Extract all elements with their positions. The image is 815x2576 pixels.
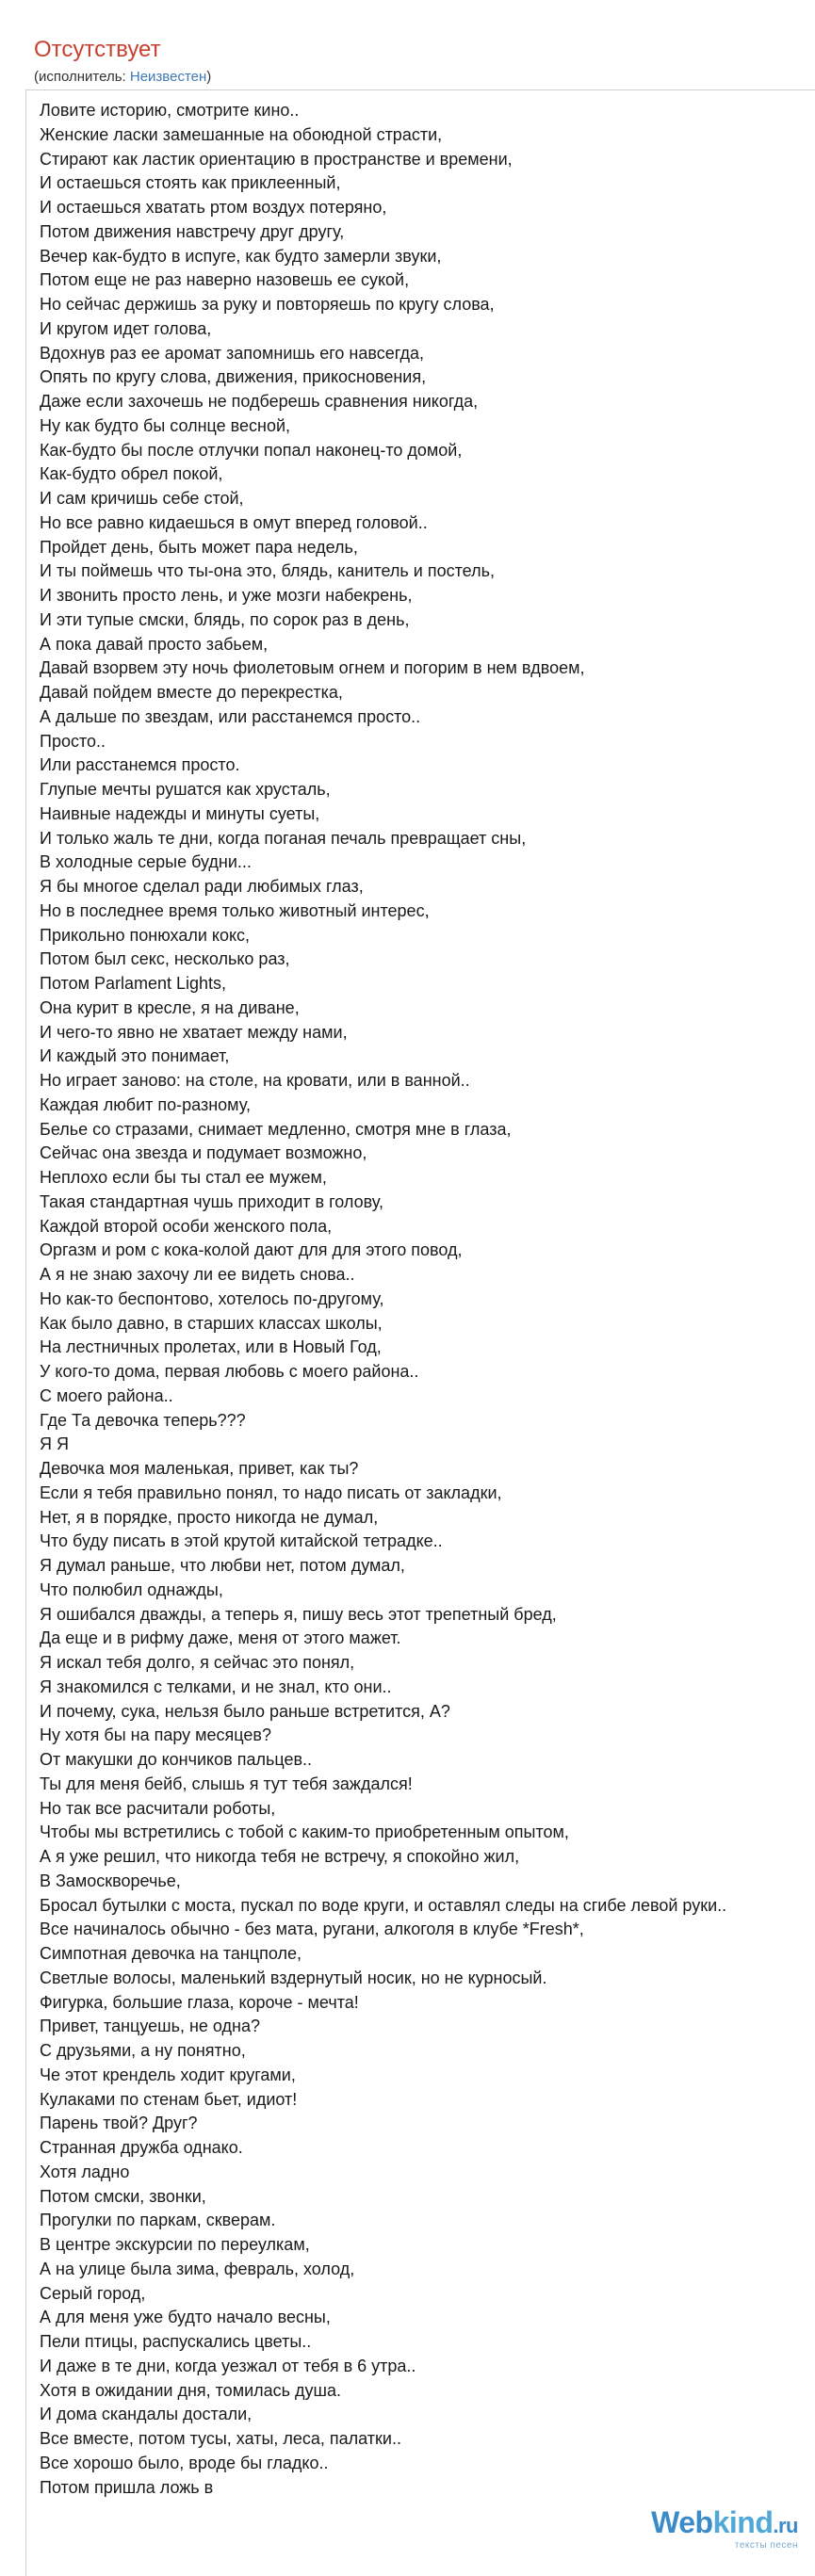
lyrics-line: Давай взорвем эту ночь фиолетовым огнем и погорим в нем вдвоем, bbox=[40, 658, 585, 678]
lyrics-line: Фигурка, большие глаза, короче - мечта! bbox=[40, 1992, 359, 2012]
lyrics-line: Вдохнув раз ее аромат запомнишь его навсегда, bbox=[40, 343, 424, 363]
lyrics-line: Че этот крендель ходит кругами, bbox=[40, 2065, 296, 2084]
lyrics-line: А на улице была зима, февраль, холод, bbox=[40, 2259, 355, 2278]
lyrics-line: И остаешься хватать ртом воздух потеряно, bbox=[40, 198, 387, 217]
lyrics-line: Все хорошо было, вроде бы гладко.. bbox=[40, 2453, 329, 2472]
lyrics-line: И каждый это понимает, bbox=[40, 1046, 230, 1066]
lyrics-line: Но так все расчитали роботы, bbox=[40, 1798, 276, 1818]
lyrics-line: Если я тебя правильно понял, то надо писать от закладки, bbox=[40, 1482, 502, 1502]
lyrics-line: Что буду писать в этой крутой китайской тетрадке.. bbox=[40, 1531, 443, 1551]
lyrics-line: Даже если захочешь не подберешь сравнения никогда, bbox=[40, 392, 479, 411]
lyrics-line: Но как-то беспонтово, хотелось по-другому, bbox=[40, 1288, 384, 1308]
artist-suffix: ) bbox=[206, 69, 212, 85]
lyrics-line: Нет, я в порядке, просто никогда не думал, bbox=[40, 1507, 379, 1527]
lyrics-line: Потом еще не раз наверно назовешь ее сукой, bbox=[40, 270, 410, 290]
lyrics-line: У кого-то дома, первая любовь с моего района.. bbox=[40, 1362, 419, 1381]
site-logo[interactable] bbox=[651, 2506, 798, 2551]
lyrics-line: Потом смски, звонки, bbox=[40, 2186, 206, 2206]
lyrics-line: А для меня уже будто начало весны, bbox=[40, 2308, 331, 2327]
lyrics-line: Ты для меня бейб, слышь я тут тебя заждался! bbox=[40, 1774, 413, 1793]
lyrics-line: Опять по кругу слова, движения, прикосновения, bbox=[40, 367, 427, 387]
lyrics-line: Каждая любит по-разному, bbox=[40, 1094, 251, 1114]
lyrics-line: Да еще и в рифму даже, меня от этого мажет. bbox=[40, 1628, 401, 1648]
lyrics-line: И эти тупые смски, блядь, по сорок раз в день, bbox=[40, 609, 410, 629]
lyrics-line: В центре экскурсии по переулкам, bbox=[40, 2235, 310, 2254]
lyrics-line: С друзьями, а ну понятно, bbox=[40, 2041, 246, 2060]
song-header bbox=[34, 36, 211, 87]
lyrics-line: Прикольно понюхали кокс, bbox=[40, 925, 251, 945]
lyrics-line: Глупые мечты рушатся как хрусталь, bbox=[40, 780, 331, 799]
lyrics-line: Пройдет день, быть может пара недель, bbox=[40, 537, 358, 557]
lyrics-line: Белье со стразами, снимает медленно, смотря мне в глаза, bbox=[40, 1119, 512, 1139]
lyrics-line: Где Та девочка теперь??? bbox=[40, 1410, 246, 1430]
lyrics-line: Но играет заново: на столе, на кровати, или в ванной.. bbox=[40, 1071, 470, 1090]
lyrics-line: Парень твой? Друг? bbox=[40, 2114, 198, 2133]
lyrics-line: На лестничных пролетах, или в Новый Год, bbox=[40, 1337, 382, 1357]
lyrics-line: Я Я bbox=[40, 1434, 69, 1454]
lyrics-line: В Замоскворечье, bbox=[40, 1871, 181, 1890]
lyrics-line: А я не знаю захочу ли ее видеть снова.. bbox=[40, 1265, 355, 1284]
lyrics-line: Каждой второй особи женского пола, bbox=[40, 1216, 333, 1236]
lyrics-line: Как-будто обрел покой, bbox=[40, 464, 223, 484]
lyrics-line: Хотя в ожидании дня, томилась душа. bbox=[40, 2380, 341, 2400]
lyrics-line: Бросал бутылки с моста, пускал по воде круги, и оставлял следы на сгибе левой руки.. bbox=[40, 1895, 727, 1915]
lyrics-line: Потом Parlament Lights, bbox=[40, 974, 227, 993]
lyrics-line: Или расстанемся просто. bbox=[40, 755, 240, 775]
lyrics-line: И остаешься стоять как приклеенный, bbox=[40, 173, 341, 193]
lyrics-line: Но в последнее время только животный интерес, bbox=[40, 900, 430, 920]
lyrics-line: Давай пойдем вместе до перекрестка, bbox=[40, 683, 343, 702]
lyrics-line: Я бы многое сделал ради любимых глаз, bbox=[40, 877, 364, 896]
lyrics-line: Симпотная девочка на танцполе, bbox=[40, 1944, 302, 1963]
lyrics-line: Потом пришла ложь в bbox=[40, 2477, 214, 2497]
site-logo-wordmark: Webkind.ru bbox=[651, 2505, 798, 2539]
lyrics-line: Как было давно, в старших классах школы, bbox=[40, 1313, 383, 1333]
lyrics-line: А дальше по звездам, или расстанемся просто.. bbox=[40, 706, 421, 726]
lyrics-line: И дома скандалы достали, bbox=[40, 2405, 253, 2424]
lyrics-line: Привет, танцуешь, не одна? bbox=[40, 2017, 260, 2036]
lyrics-line: Я думал раньше, что любви нет, потом думал, bbox=[40, 1556, 405, 1575]
lyrics-line: И чего-то явно не хватает между нами, bbox=[40, 1022, 348, 1042]
lyrics-line: Стирают как ластик ориентацию в пространстве и времени, bbox=[40, 149, 513, 169]
lyrics-line: С моего района.. bbox=[40, 1385, 173, 1405]
lyrics-line: Неплохо если бы ты стал ее мужем, bbox=[40, 1168, 327, 1187]
lyrics-line: Но все равно кидаешься в омут вперед головой.. bbox=[40, 512, 428, 532]
lyrics-line: А я уже решил, что никогда тебя не встречу, я спокойно жил, bbox=[40, 1847, 520, 1866]
lyrics-line: Оргазм и ром с кока-колой дают для для этого повод, bbox=[40, 1240, 463, 1260]
artist-line bbox=[34, 68, 211, 87]
lyrics-line: Что полюбил однажды, bbox=[40, 1580, 223, 1599]
lyrics-line: В холодные серые будни... bbox=[40, 852, 252, 872]
lyrics-line: Потом был секс, несколько раз, bbox=[40, 949, 290, 969]
lyrics-line: И кругом идет голова, bbox=[40, 318, 212, 338]
lyrics-line: От макушки до кончиков пальцев.. bbox=[40, 1750, 313, 1769]
lyrics-line: Сейчас она звезда и подумает возможно, bbox=[40, 1143, 367, 1163]
lyrics-line: Светлые волосы, маленький вздернутый носик, но не курносый. bbox=[40, 1968, 547, 1987]
song-title: Отсутствует bbox=[34, 37, 161, 62]
lyrics-container bbox=[25, 89, 815, 2576]
lyrics-line: И только жаль те дни, когда поганая печаль превращает сны, bbox=[40, 828, 527, 848]
lyrics-line: Такая стандартная чушь приходит в голову, bbox=[40, 1191, 383, 1211]
lyrics-line: Чтобы мы встретились с тобой с каким-то приобретенным опытом, bbox=[40, 1823, 569, 1842]
site-logo-tagline: тексты песен bbox=[734, 2540, 798, 2551]
lyrics-line: И сам кричишь себе стой, bbox=[40, 489, 244, 508]
lyrics-line: Я ошибался дважды, а теперь я, пишу весь этот трепетный бред, bbox=[40, 1604, 557, 1624]
lyrics-line: Женские ласки замешанные на обоюдной страсти, bbox=[40, 124, 443, 144]
lyrics-line: Я знакомился с телками, и не знал, кто они.. bbox=[40, 1677, 392, 1696]
lyrics-line: А пока давай просто забьем, bbox=[40, 634, 269, 654]
lyrics-line: Девочка моя маленькая, привет, как ты? bbox=[40, 1459, 359, 1478]
lyrics-line: Кулаками по стенам бьет, идиот! bbox=[40, 2089, 298, 2109]
lyrics-line: И звонить просто лень, и уже мозги набекрень, bbox=[40, 586, 413, 605]
lyrics-line: Вечер как-будто в испуге, как будто замерли звуки, bbox=[40, 246, 442, 266]
lyrics-line: Наивные надежды и минуты суеты, bbox=[40, 803, 320, 823]
lyrics-line: Пели птицы, распускались цветы.. bbox=[40, 2332, 312, 2351]
lyrics-line: Но сейчас держишь за руку и повторяешь по кругу слова, bbox=[40, 295, 495, 314]
lyrics-line: Как-будто бы после отлучки попал наконец-то домой, bbox=[40, 440, 463, 460]
lyrics-line: И ты поймешь что ты-она это, блядь, канитель и постель, bbox=[40, 561, 495, 581]
lyrics-line: Ну хотя бы на пару месяцев? bbox=[40, 1725, 271, 1745]
lyrics-line: Потом движения навстречу друг другу, bbox=[40, 221, 345, 241]
lyrics-line: Ну как будто бы солнце весной, bbox=[40, 415, 291, 435]
lyrics-line: Хотя ладно bbox=[40, 2162, 130, 2181]
lyrics-line: Просто.. bbox=[40, 731, 106, 751]
lyrics-line: Я искал тебя долго, я сейчас это понял, bbox=[40, 1653, 355, 1672]
lyrics-line: Она курит в кресле, я на диване, bbox=[40, 997, 300, 1017]
lyrics-line: Странная дружба однако. bbox=[40, 2138, 243, 2157]
artist-link[interactable]: Неизвестен bbox=[129, 69, 207, 85]
lyrics-line: И почему, сука, нельзя было раньше встретится, А? bbox=[40, 1701, 450, 1721]
lyrics-line: Прогулки по паркам, скверам. bbox=[40, 2211, 276, 2230]
lyrics-line: Серый город, bbox=[40, 2283, 146, 2303]
lyrics-line: Все начиналось обычно - без мата, ругани, алкоголя в клубе *Fresh*, bbox=[40, 1920, 584, 1939]
lyrics-line: Ловите историю, смотрите кино.. bbox=[40, 101, 300, 120]
artist-prefix: (исполнитель: bbox=[34, 69, 130, 85]
lyrics-line: И даже в те дни, когда уезжал от тебя в 6 утра.. bbox=[40, 2356, 416, 2375]
lyrics-line: Все вместе, потом тусы, хаты, леса, палатки.. bbox=[40, 2429, 401, 2448]
